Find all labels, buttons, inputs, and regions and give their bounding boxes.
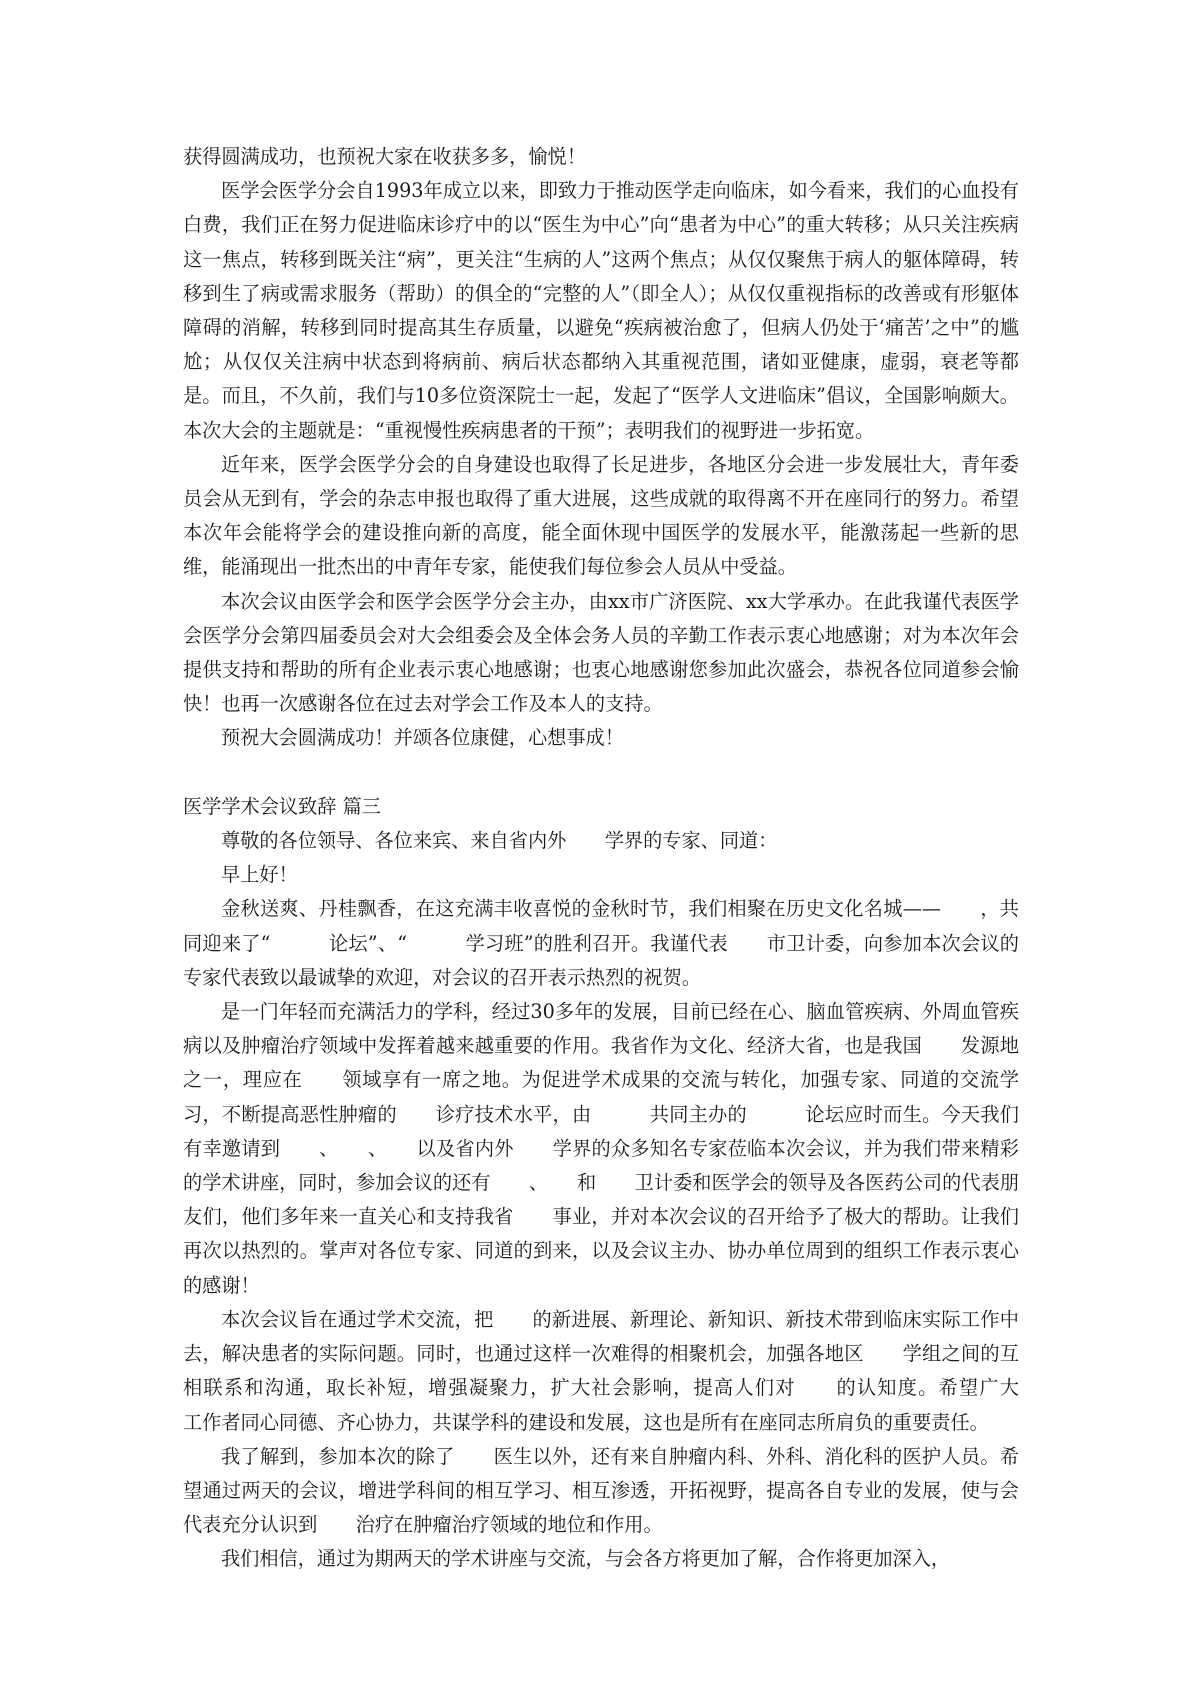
body-paragraph: 我们相信，通过为期两天的学术讲座与交流，与会各方将更加了解，合作将更加深入， (221, 1547, 951, 1571)
body-paragraph: 预祝大会圆满成功！并颂各位康健，心想事成！ (221, 726, 624, 750)
salutation-paragraph: 尊敬的各位领导、各位来宾、来自省内外 学界的专家、同道： (221, 829, 778, 853)
body-paragraph: 本次会议旨在通过学术交流，把 的新进展、新理论、新知识、新技术带到临床实际工作中去，解决患者的实际问题。同时，也通过这样一次难得的相聚机会，加强各地区 学组之间的互相联系和沟通，取长补短，增强凝聚力，扩大社会影响，提高人们对 的认知度。希望广大 工作者同心同德、齐心协力，共谋学科的建设和发展，这也是所有在座同志所肩负的重要责任。 (183, 1307, 1058, 1434)
section-heading: 医学学术会议致辞 篇三 (183, 794, 381, 818)
body-paragraph: 近年来，医学会医学分会的自身建设也取得了长足进步，各地区分会进一步发展壮大，青年委员会从无到有，学会的杂志申报也取得了重大进展，这些成就的取得离不开在座同行的努力。希望本次年会能将学会的建设推向新的高度，能全面休现中国医学的发展水平，能激荡起一些新的思维，能涌现出一批杰出的中青年专家，能使我们每位参会人员从中受益。 (183, 452, 1019, 579)
body-paragraph: 金秋送爽、丹桂飘香，在这充满丰收喜悦的金秋时节，我们相聚在历史文化名城—— ，共同迎来了“ 论坛”、“ 学习班”的胜利召开。我谨代表 市卫计委，向参加本次会议的专家代表致以最诚挚的欢迎，对会议的召开表示热烈的祝贺。 (183, 897, 1019, 989)
section-spacer (183, 756, 1019, 790)
document-body (183, 140, 1058, 1577)
body-paragraph: 我了解到，参加本次的除了 医生以外，还有来自肿瘤内科、外科、消化科的医护人员。希望通过两天的会议，增进学科间的相互学习、相互渗透，开拓视野，提高各自专业的发展，使与会代表充分认识到 治疗在肿瘤治疗领域的地位和作用。 (183, 1444, 1019, 1537)
greeting-paragraph: 早上好！ (221, 863, 298, 887)
body-paragraph: 是一门年轻而充满活力的学科，经过30多年的发展，目前已经在心、脑血管疾病、外周血管疾病以及肿瘤治疗领域中发挥着越来越重要的作用。我省作为文化、经济大省，也是我国 发源地之一，理应在 领域享有一席之地。为促进学术成果的交流与转化，加强专家、同道的交流学习，不断提高恶性肿瘤的 诊疗技术水平，由 共同主办的 论坛应时而生。今天我们有幸邀请到 、 、 以及省内外 学界的众多知名专家莅临本次会议，并为我们带来精彩的学术讲座，同时，参加会议的还有 、 和 卫计委和医学会的领导及各医药公司的代表朋友们，他们多年来一直关心和支持我省 事业，并对本次会议的召开给予了极大的帮助。让我们再次以热烈的。掌声对各位专家、同道的到来，以及会议主办、协办单位周到的组织工作表示衷心的感谢！ (183, 1000, 1019, 1297)
continuation-paragraph: 获得圆满成功，也预祝大家在收获多多，愉悦！ (183, 145, 586, 168)
body-paragraph: 本次会议由医学会和医学会医学分会主办，由xx市广济医院、xx大学承办。在此我谨代表医学会医学分会第四届委员会对大会组委会及全体会务人员的辛勤工作表示衷心地感谢；对为本次年会提供支持和帮助的所有企业表示衷心地感谢；也衷心地感谢您参加此次盛会，恭祝各位同道参会愉快！也再一次感谢各位在过去对学会工作及本人的支持。 (183, 589, 1019, 716)
body-paragraph: 医学会医学分会自1993年成立以来，即致力于推动医学走向临床，如今看来，我们的心血投有白费，我们正在努力促进临床诊疗中的以“医生为中心”向“患者为中心”的重大转移；从只关注疾病这一焦点，转移到既关注“病”，更关注“生病的人”这两个焦点；从仅仅聚焦于病人的躯体障碍，转移到生了病或需求服务（帮助）的俱全的“完整的人”（即全人）；从仅仅重视指标的改善或有形躯体障碍的消解，转移到同时提高其生存质量，以避免“疾病被治愈了，但病人仍处于‘痛苦’之中”的尴尬；从仅仅关注病中状态到将病前、病后状态都纳入其重视范围，诸如亚健康，虚弱，衰老等都是。而且，不久前，我们与10多位资深院士一起，发起了“医学人文进临床”倡议，全国影响颇大。本次大会的主题就是：“重视慢性疾病患者的干预”；表明我们的视野进一步拓宽。 (183, 179, 1019, 442)
